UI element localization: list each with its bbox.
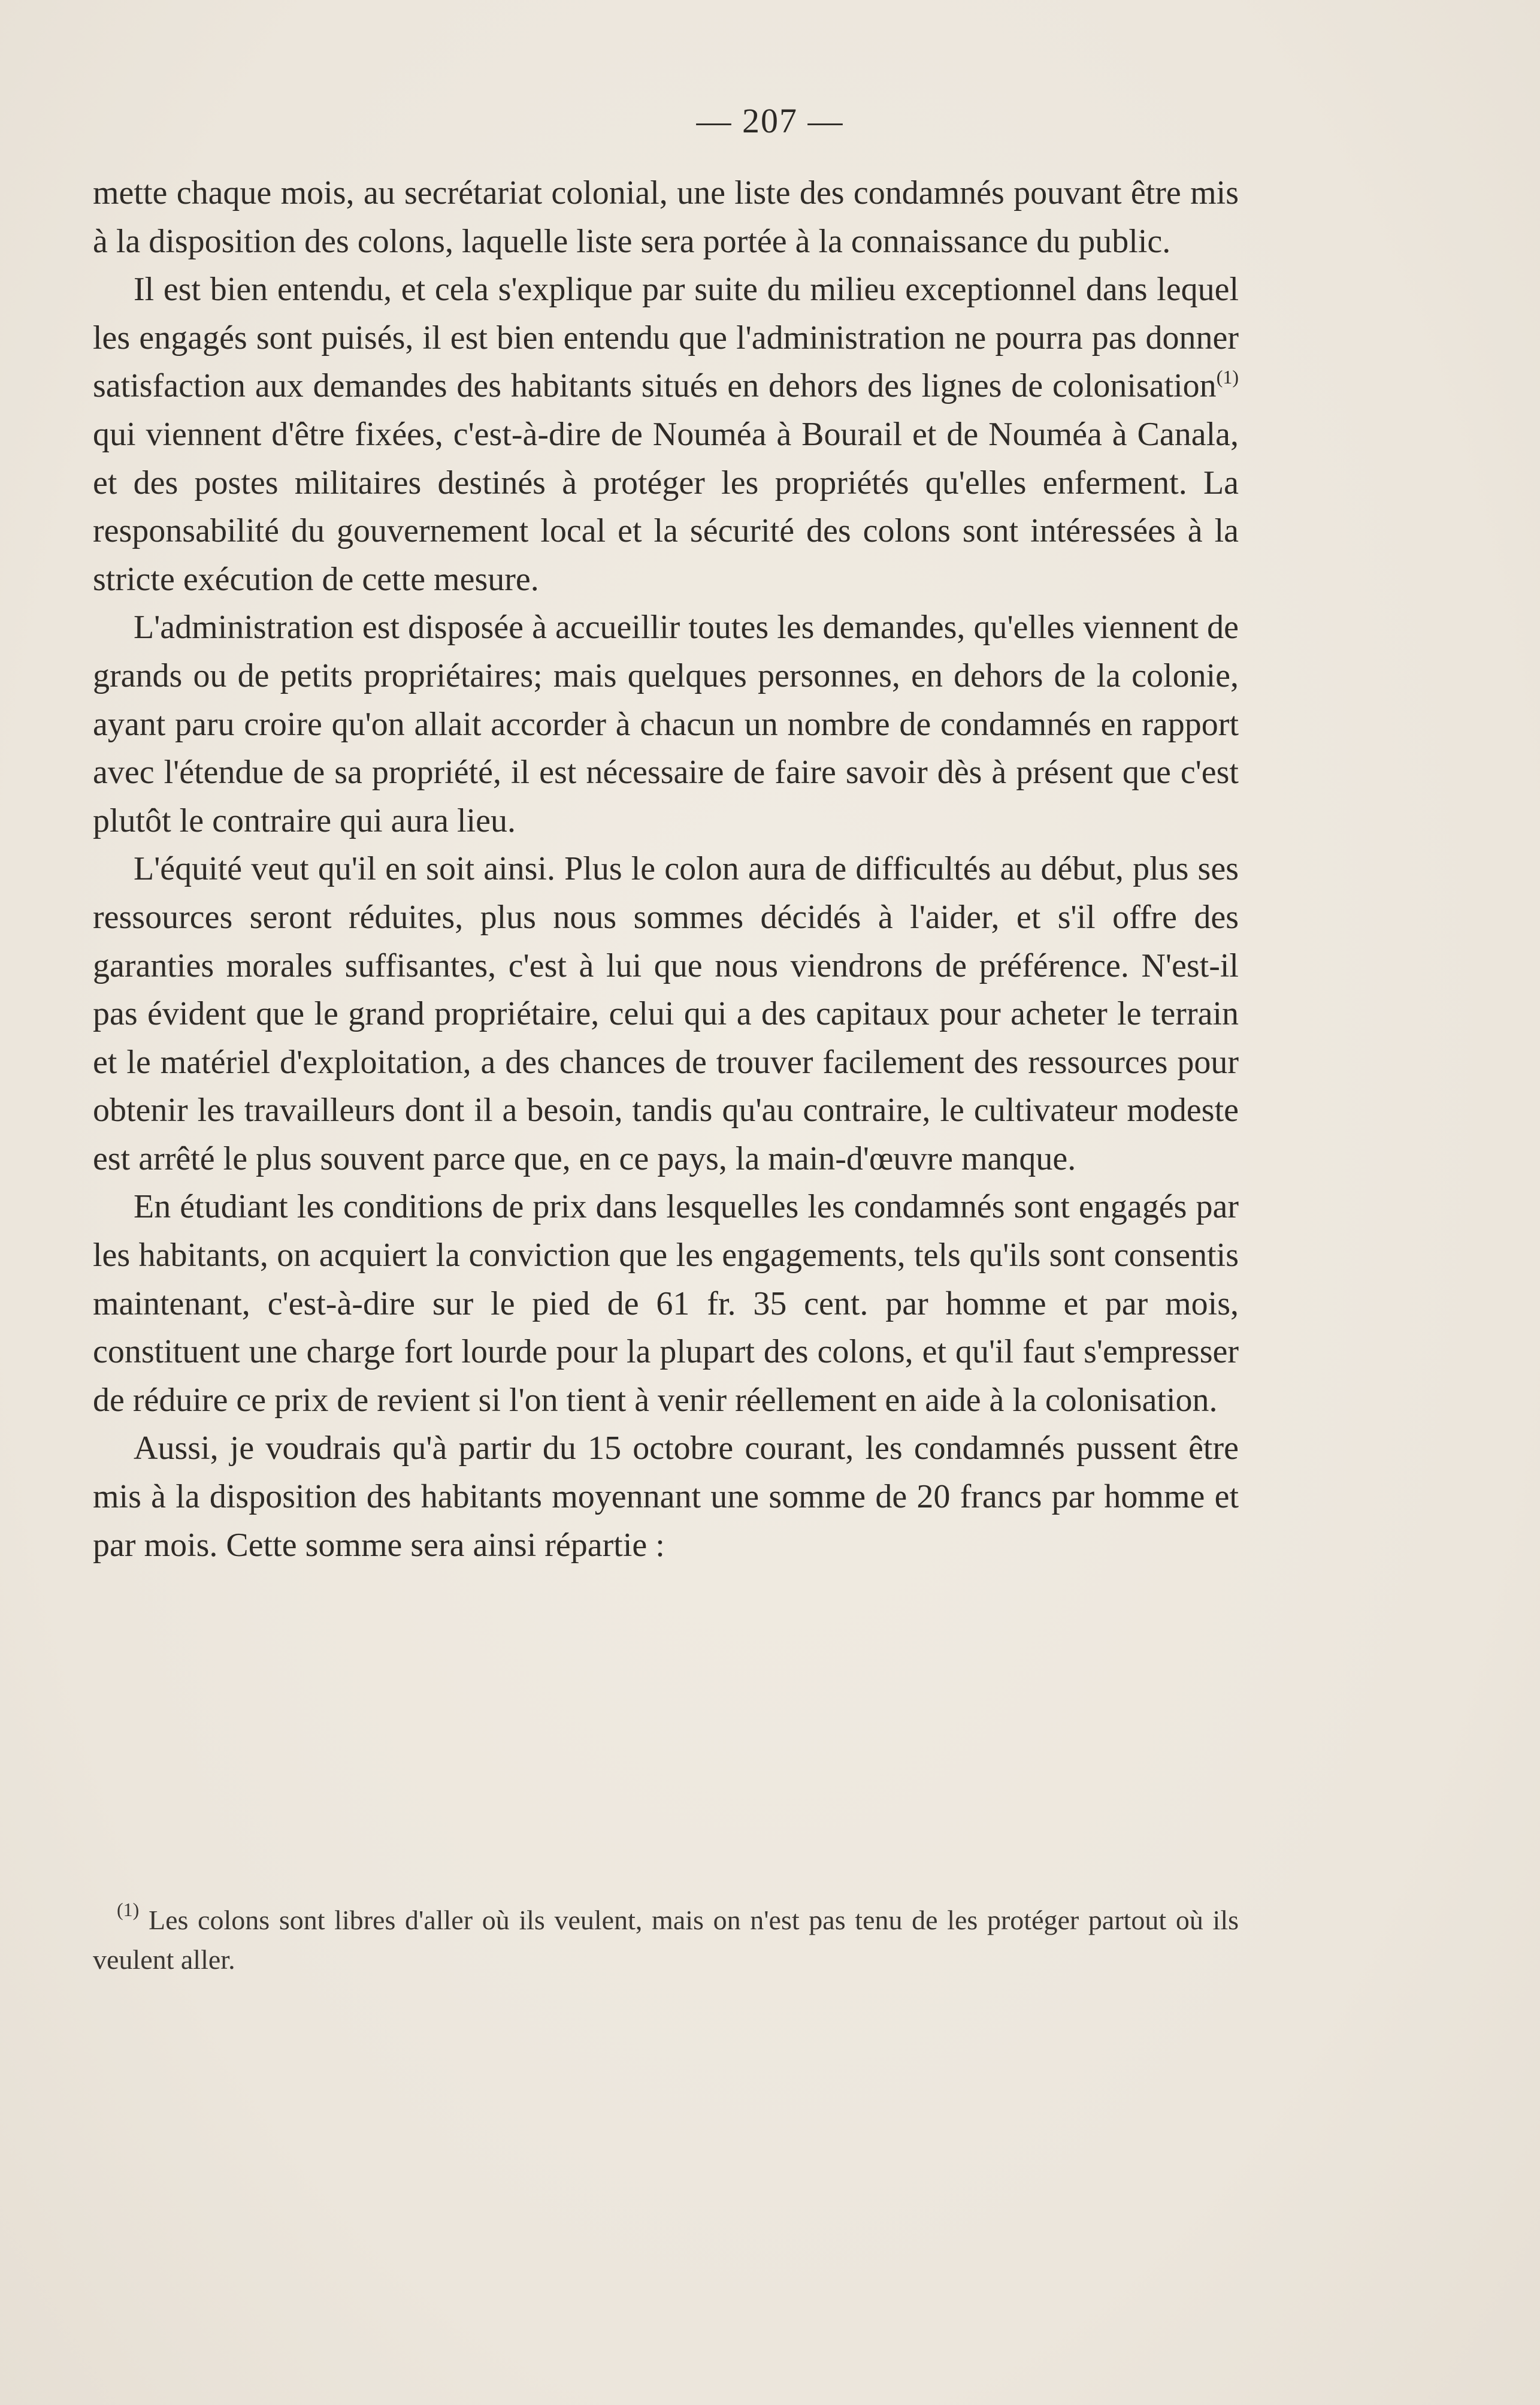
paragraph-2-text-a: Il est bien entendu, et cela s'explique par suite du milieu exceptionnel dans lequel les engagés sont puisés, il est bien entendu que l'administration ne pourra pas donner satisfaction aux demandes des habitants situés en dehors des lignes de colonisation bbox=[93, 271, 1239, 405]
footnote-text bbox=[93, 1901, 1239, 1980]
paragraph-2 bbox=[93, 265, 1239, 603]
paragraph-1: mette chaque mois, au secrétariat colonial, une liste des condamnés pouvant être mis à la disposition des colons, laquelle liste sera portée à la connaissance du public. bbox=[93, 174, 1239, 260]
paragraph-4: L'équité veut qu'il en soit ainsi. Plus le colon aura de difficultés au début, plus ses ressources seront réduites, plus nous sommes décidés à l'aider, et s'il offre des garanties morales suffisantes, c'est à lui que nous viendrons de préférence. N'est-il pas évident que le grand propriétaire, celui qui a des capitaux pour acheter le terrain et le matériel d'exploitation, a des chances de trouver facilement des ressources pour obtenir les travailleurs dont il a besoin, tandis qu'au contraire, le cultivateur modeste est arrêté le plus souvent parce que, en ce pays, la main-d'œuvre manque. bbox=[93, 850, 1239, 1177]
footnote-body: Les colons sont libres d'aller où ils veulent, mais on n'est pas tenu de les protéger partout où ils veulent aller. bbox=[93, 1905, 1239, 1975]
footnote bbox=[93, 1901, 1239, 1980]
paragraph-3: L'administration est disposée à accueillir toutes les demandes, qu'elles viennent de grands ou de petits propriétaires; mais quelques personnes, en dehors de la colonie, ayant paru croire qu'on allait accorder à chacun un nombre de condamnés en rapport avec l'étendue de sa propriété, il est nécessaire de faire savoir dès à présent que c'est plutôt le contraire qui aura lieu. bbox=[93, 609, 1239, 839]
paragraph-2-text-b: qui viennent d'être fixées, c'est-à-dire de Nouméa à Bourail et de Nouméa à Canala, et des postes militaires destinés à protéger les propriétés qu'elles enferment. La responsabilité du gouvernement local et la sécurité des colons sont intéressées à la stricte exécution de cette mesure. bbox=[93, 415, 1239, 598]
paragraph-6: Aussi, je voudrais qu'à partir du 15 octobre courant, les condamnés pussent être mis à la disposition des habitants moyennant une somme de 20 francs par homme et par mois. Cette somme sera ainsi répartie : bbox=[93, 1430, 1239, 1564]
body-text bbox=[93, 169, 1239, 1569]
footnote-reference: (1) bbox=[1216, 366, 1239, 388]
paragraph-5: En étudiant les conditions de prix dans lesquelles les condamnés sont engagés par les habitants, on acquiert la conviction que les engagements, tels qu'ils sont consentis maintenant, c'est-à-dire sur le pied de 61 fr. 35 cent. par homme et par mois, constituent une charge fort lourde pour la plupart des colons, et qu'il faut s'empresser de réduire ce prix de revient si l'on tient à venir réellement en aide à la colonisation. bbox=[93, 1188, 1239, 1419]
page-number: — 207 — bbox=[696, 101, 844, 140]
footnote-marker: (1) bbox=[117, 1899, 140, 1920]
